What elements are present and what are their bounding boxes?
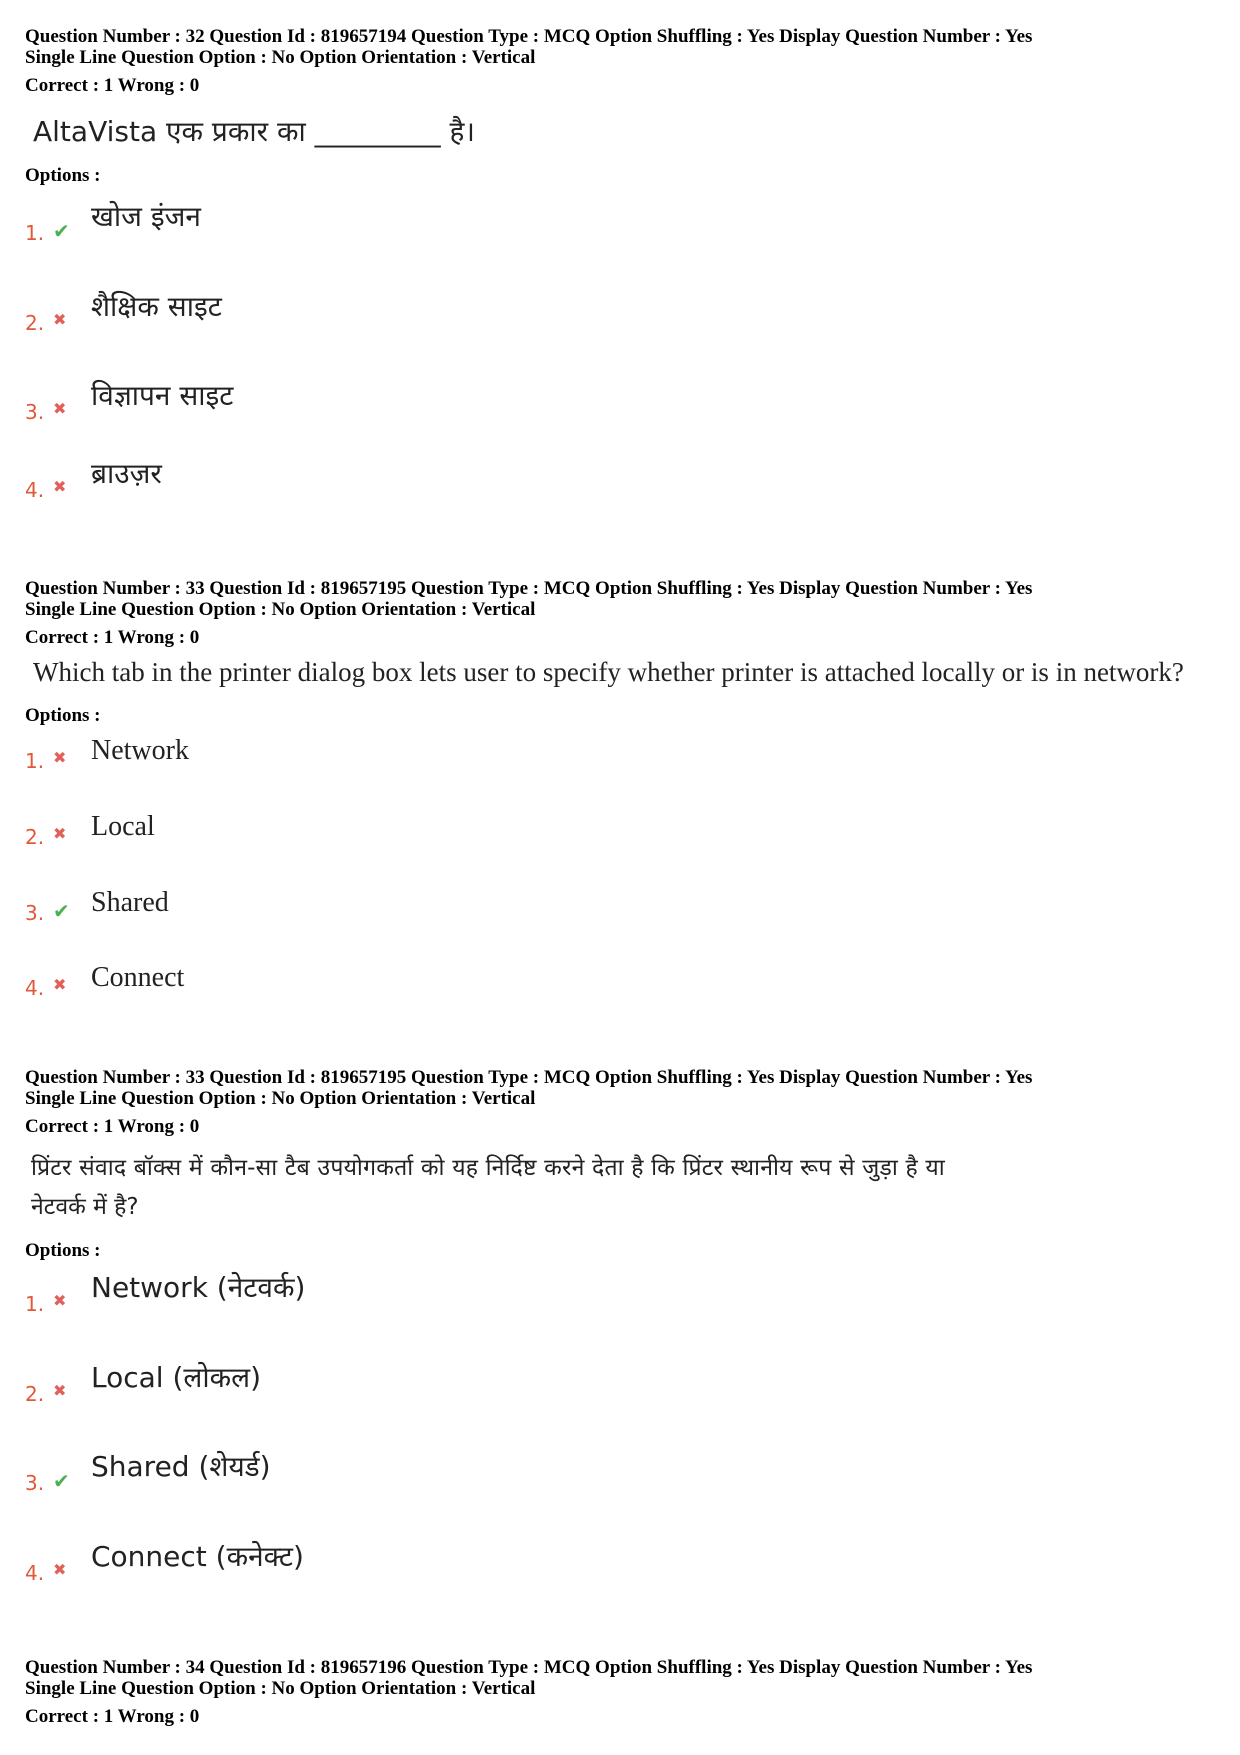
cross-icon: ✖	[53, 310, 67, 329]
question-33-header	[25, 578, 1215, 648]
option-3	[25, 1450, 725, 1495]
option-3	[25, 379, 725, 424]
question-score: Correct : 1 Wrong : 0	[25, 1116, 200, 1137]
option-text: Local (लोकल)	[91, 1361, 262, 1394]
option-number: 2.	[25, 311, 45, 335]
question-score: Correct : 1 Wrong : 0	[25, 627, 200, 648]
cross-icon: ✖	[53, 477, 67, 496]
question-meta-line-2: Single Line Question Option : No Option Orientation : Vertical	[25, 1088, 536, 1109]
cross-icon: ✖	[53, 399, 67, 418]
question-score: Correct : 1 Wrong : 0	[25, 1706, 200, 1727]
option-1	[25, 200, 725, 245]
check-icon: ✔	[53, 219, 70, 243]
option-number: 3.	[25, 1471, 45, 1495]
question-text: Which tab in the printer dialog box lets user to specify whether printer is attached locally or is in network?	[33, 657, 1184, 687]
question-text-line-2: नेटवर्क में है?	[31, 1194, 139, 1220]
check-icon: ✔	[53, 1469, 70, 1493]
option-4	[25, 1540, 725, 1585]
question-score: Correct : 1 Wrong : 0	[25, 75, 200, 96]
question-meta-line-2: Single Line Question Option : No Option Orientation : Vertical	[25, 1678, 536, 1699]
option-number: 3.	[25, 400, 45, 424]
cross-icon: ✖	[53, 1560, 67, 1579]
option-number: 1.	[25, 221, 45, 245]
option-number: 1.	[25, 749, 45, 773]
option-text: Shared	[91, 887, 169, 918]
option-3	[25, 885, 725, 925]
question-meta-line-1: Question Number : 33 Question Id : 819657195 Question Type : MCQ Option Shuffling : Yes Display Question Number : Yes	[25, 578, 1033, 599]
option-text: शैक्षिक साइट	[91, 290, 222, 323]
option-text: Network (नेटवर्क)	[91, 1271, 306, 1304]
options-label: Options :	[25, 165, 101, 186]
cross-icon: ✖	[53, 748, 67, 767]
question-text-line-1: प्रिंटर संवाद बॉक्स में कौन-सा टैब उपयोगकर्ता को यह निर्दिष्ट करने देता है कि प्रिंटर स्थानीय रूप से जुड़ा है या	[31, 1155, 945, 1181]
option-text: विज्ञापन साइट	[91, 379, 234, 412]
question-meta-line-2: Single Line Question Option : No Option Orientation : Vertical	[25, 47, 536, 68]
option-2	[25, 1361, 725, 1406]
question-meta-line-1: Question Number : 34 Question Id : 819657196 Question Type : MCQ Option Shuffling : Yes Display Question Number : Yes	[25, 1657, 1033, 1678]
option-text: Connect	[91, 962, 185, 993]
option-number: 1.	[25, 1292, 45, 1316]
option-4	[25, 960, 725, 1000]
option-number: 4.	[25, 478, 45, 502]
option-text: ब्राउज़र	[91, 457, 162, 490]
option-number: 2.	[25, 825, 45, 849]
option-1	[25, 733, 725, 773]
option-4	[25, 457, 725, 502]
options-label: Options :	[25, 1240, 101, 1261]
option-number: 2.	[25, 1382, 45, 1406]
option-2	[25, 809, 725, 849]
question-34-header	[25, 1657, 1215, 1727]
option-1	[25, 1271, 725, 1316]
option-text: Network	[91, 735, 189, 766]
question-meta-line-1: Question Number : 33 Question Id : 819657195 Question Type : MCQ Option Shuffling : Yes Display Question Number : Yes	[25, 1067, 1033, 1088]
option-text: Shared (शेयर्ड)	[91, 1450, 271, 1483]
option-2	[25, 290, 725, 335]
option-text: Local	[91, 811, 155, 842]
cross-icon: ✖	[53, 1381, 67, 1400]
question-meta-line-1: Question Number : 32 Question Id : 819657194 Question Type : MCQ Option Shuffling : Yes Display Question Number : Yes	[25, 26, 1033, 47]
question-33-hindi-header	[25, 1067, 1215, 1137]
check-icon: ✔	[53, 899, 70, 923]
option-text: खोज इंजन	[91, 200, 201, 233]
option-number: 4.	[25, 1561, 45, 1585]
cross-icon: ✖	[53, 824, 67, 843]
option-number: 4.	[25, 976, 45, 1000]
question-meta-line-2: Single Line Question Option : No Option Orientation : Vertical	[25, 599, 536, 620]
cross-icon: ✖	[53, 1291, 67, 1310]
question-32-header	[25, 26, 1215, 96]
options-label: Options :	[25, 705, 101, 726]
question-text: AltaVista एक प्रकार का _________ है।	[33, 115, 475, 148]
option-number: 3.	[25, 901, 45, 925]
cross-icon: ✖	[53, 975, 67, 994]
option-text: Connect (कनेक्ट)	[91, 1540, 304, 1573]
